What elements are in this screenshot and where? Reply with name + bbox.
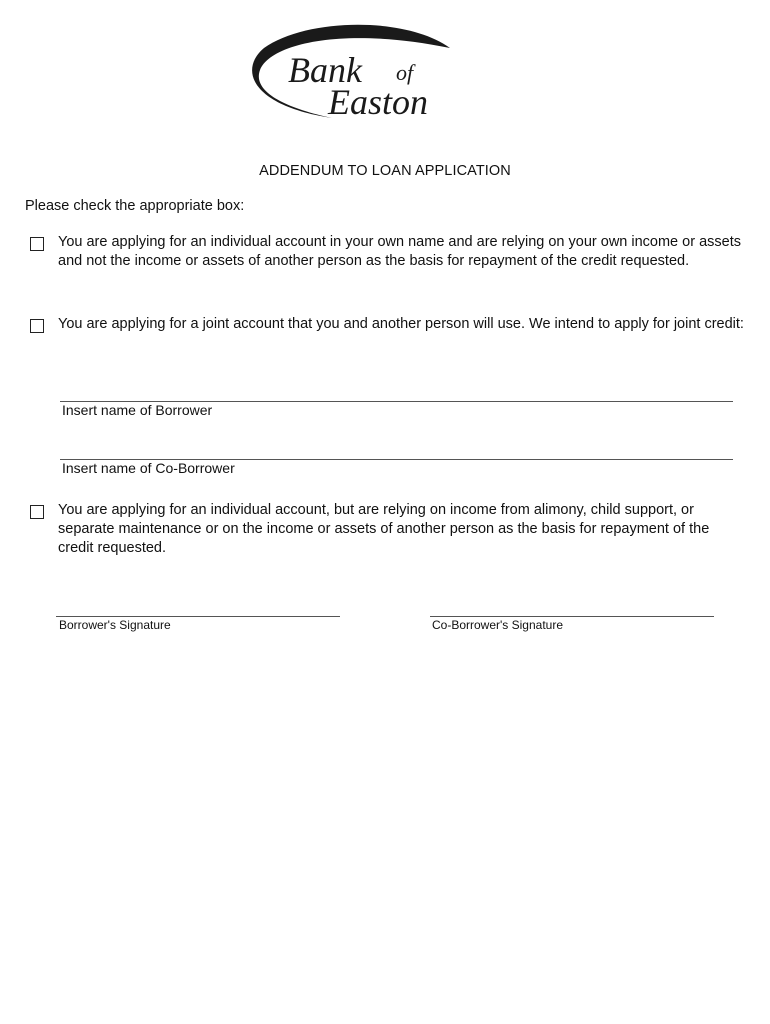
coborrower-signature-input[interactable]: [430, 592, 714, 616]
logo-text-easton: Easton: [328, 82, 429, 122]
option-alimony-checkbox[interactable]: [30, 505, 44, 519]
instruction-text: Please check the appropriate box:: [25, 198, 245, 214]
logo-text-bank: Bank: [288, 50, 362, 90]
bank-logo-graphic: [246, 18, 466, 128]
option-individual-checkbox[interactable]: [30, 237, 44, 251]
coborrower-name-label: Insert name of Co-Borrower: [62, 460, 235, 476]
coborrower-signature-line: [430, 616, 714, 617]
coborrower-signature-label: Co-Borrower's Signature: [432, 618, 564, 632]
bank-logo: [246, 18, 466, 128]
borrower-name-input[interactable]: [60, 379, 733, 401]
option-joint-text: You are applying for a joint account that you and another person will use. We intend to apply for joint credit:: [58, 316, 744, 332]
logo-text-of: of: [396, 60, 414, 85]
option-joint-checkbox[interactable]: [30, 319, 44, 333]
option-alimony-text: You are applying for an individual account, but are relying on income from alimony, child support, or separate maintenance or on the income or assets of another person as the basis for repayment of the credit requested.: [58, 502, 710, 556]
option-individual-text: You are applying for an individual account in your own name and are relying on your own income or assets and not the income or assets of another person as the basis for repayment of the credit requested.: [58, 234, 741, 269]
document-title: ADDENDUM TO LOAN APPLICATION: [259, 163, 511, 179]
borrower-signature-line: [56, 616, 340, 617]
coborrower-name-input[interactable]: [60, 437, 733, 459]
borrower-signature-label: Borrower's Signature: [59, 618, 171, 632]
borrower-signature-input[interactable]: [56, 592, 340, 616]
borrower-name-label: Insert name of Borrower: [62, 402, 213, 418]
